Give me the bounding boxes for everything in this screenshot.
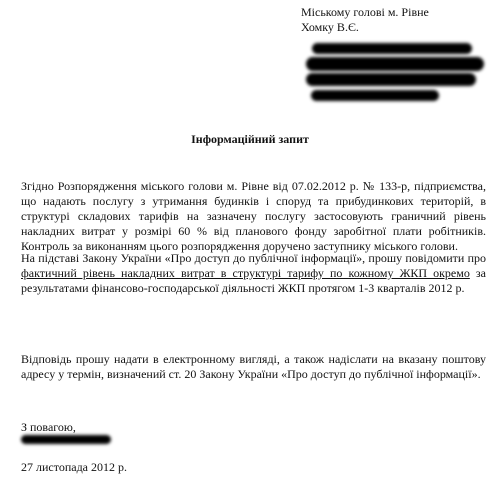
- document-title: Інформаційний запит: [191, 132, 309, 146]
- redaction-mark-3: [306, 73, 476, 86]
- paragraph-1: Згідно Розпорядження міського голови м. Рівне від 07.02.2012 р. № 133-р, підприємства, що надають послугу з утримання будинків і споруд та прибудинкових територій, в структурі складових тарифів на зазначену послугу застосовують граничний рівень накладних витрат у розмірі 60 % від планового фонду заробітної плати робітників. Контроль за виконанням цього розпорядження доручено заступнику міського голови.: [21, 179, 486, 253]
- paragraph-2: [21, 251, 486, 296]
- paragraph-2-end: за результатами фінансово-господарської діяльності ЖКП протягом 1-3 кварталів 2012 р.: [21, 266, 486, 295]
- closing-line: З повагою,: [21, 420, 76, 434]
- document-date: 27 листопада 2012 р.: [21, 460, 128, 474]
- addressee-block: [301, 5, 429, 35]
- redaction-mark-2: [306, 57, 484, 71]
- paragraph-3: Відповідь прошу надати в електронному вигляді, а також надіслати на вказану поштову адресу у термін, визначений ст. 20 Закону України «Про доступ до публічної інформації».: [21, 352, 486, 381]
- redaction-mark-1: [312, 43, 472, 54]
- paragraph-2-start: На підставі Закону України «Про доступ до публічної інформації», прошу повідомити про: [21, 251, 486, 265]
- paragraph-2-underlined: фактичний рівень накладних витрат в структурі тарифу по кожному ЖКП окремо: [21, 266, 470, 280]
- redaction-mark-4: [311, 90, 439, 101]
- signature-redaction: [21, 435, 111, 444]
- addressee-line-2: Хомку В.Є.: [301, 20, 359, 34]
- addressee-line-1: Міському голові м. Рівне: [301, 5, 429, 19]
